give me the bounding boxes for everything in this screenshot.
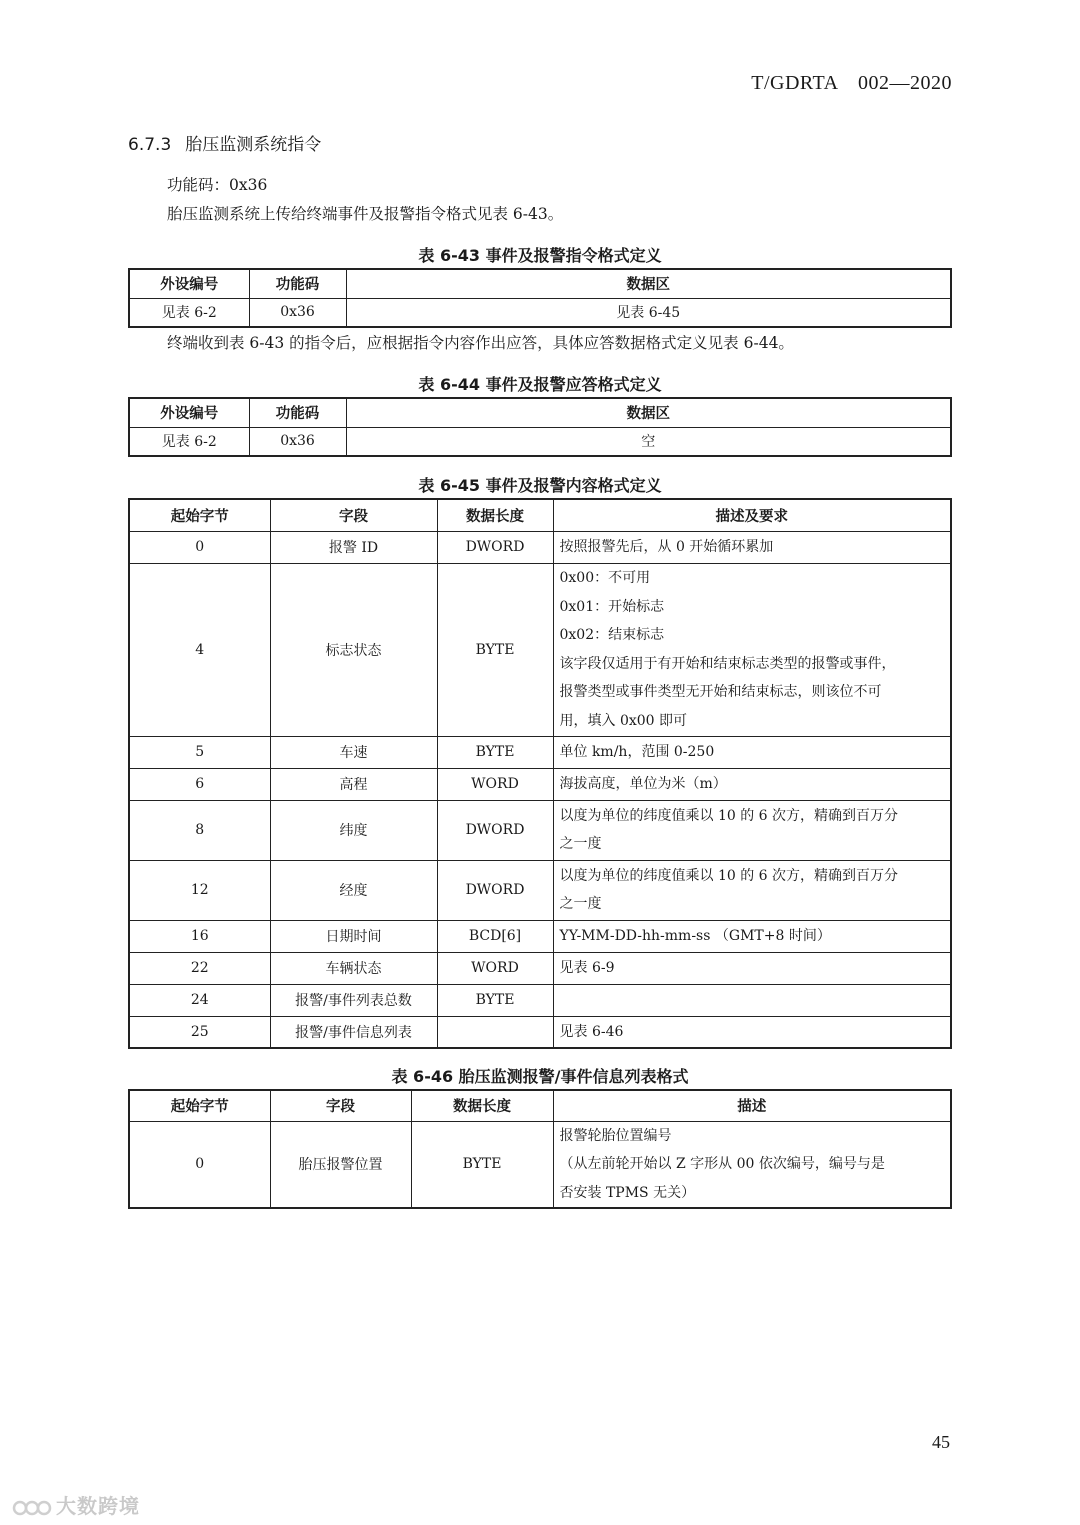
table-cell: 16	[129, 920, 270, 952]
table-cell: 报警/事件信息列表	[270, 1016, 437, 1048]
table-cell: 6	[129, 768, 270, 800]
section-heading	[128, 130, 321, 155]
description-cell	[553, 984, 951, 1016]
table-row	[129, 736, 951, 768]
table-row	[129, 984, 951, 1016]
table-cell: DWORD	[437, 860, 553, 920]
description-line: 按照报警先后，从 0 开始循环累加	[559, 538, 774, 555]
description-line: YY-MM-DD-hh-mm-ss （GMT+8 时间）	[559, 927, 831, 944]
table-header-cell: 描述	[553, 1090, 951, 1121]
table-cell: 0	[129, 531, 270, 563]
description-cell	[553, 563, 951, 736]
table-cell: BCD[6]	[437, 920, 553, 952]
table-header-cell: 描述及要求	[553, 499, 951, 531]
table-row	[129, 1121, 951, 1208]
table-row	[129, 563, 951, 736]
description-line: 以度为单位的纬度值乘以 10 的 6 次方，精确到百万分	[559, 867, 899, 884]
table-header-cell: 功能码	[249, 398, 346, 427]
table-cell: 经度	[270, 860, 437, 920]
table-6-44	[128, 397, 952, 457]
table-cell: 0x36	[249, 298, 346, 327]
table-cell: BYTE	[437, 563, 553, 736]
table-cell: 4	[129, 563, 270, 736]
description-cell	[553, 1121, 951, 1208]
description-cell	[553, 768, 951, 800]
table-header-cell: 数据长度	[437, 499, 553, 531]
table-header-cell: 功能码	[249, 269, 346, 298]
table-header-cell: 字段	[270, 499, 437, 531]
description-cell	[553, 800, 951, 860]
table-cell: 22	[129, 952, 270, 984]
table-row	[129, 920, 951, 952]
table-cell: 报警/事件列表总数	[270, 984, 437, 1016]
table-cell: 8	[129, 800, 270, 860]
table-cell: 胎压报警位置	[270, 1121, 411, 1208]
description-cell	[553, 920, 951, 952]
table-header-cell: 外设编号	[129, 398, 249, 427]
table-header-cell: 数据区	[346, 269, 951, 298]
table-header-cell: 外设编号	[129, 269, 249, 298]
table-cell: WORD	[437, 768, 553, 800]
description-line: 见表 6-9	[559, 959, 615, 976]
table-header-cell: 数据区	[346, 398, 951, 427]
table-cell: 5	[129, 736, 270, 768]
table-cell: 见表 6-45	[346, 298, 951, 327]
watermark-logo-icon	[12, 1498, 52, 1518]
description-line: 单位 km/h，范围 0-250	[559, 743, 715, 760]
table-row	[129, 531, 951, 563]
table-cell: 车速	[270, 736, 437, 768]
table-cell: BYTE	[437, 736, 553, 768]
table-row	[129, 860, 951, 920]
table-cell: 见表 6-2	[129, 427, 249, 456]
table-header-cell: 起始字节	[129, 1090, 270, 1121]
table-6-46-caption: 表 6-46 胎压监测报警/事件信息列表格式	[391, 1067, 689, 1086]
description-line: 否安装 TPMS 无关）	[559, 1184, 696, 1201]
table-row	[129, 427, 951, 456]
table-6-43-caption: 表 6-43 事件及报警指令格式定义	[418, 246, 662, 265]
description-line: 海拔高度，单位为米（m）	[559, 775, 727, 792]
table-6-45-caption: 表 6-45 事件及报警内容格式定义	[418, 476, 662, 495]
description-line: （从左前轮开始以 Z 字形从 00 依次编号，编号与是	[559, 1156, 885, 1172]
table-cell: DWORD	[437, 800, 553, 860]
table-cell: 见表 6-2	[129, 298, 249, 327]
table-cell: 纬度	[270, 800, 437, 860]
table-cell: 报警 ID	[270, 531, 437, 563]
table-cell: 日期时间	[270, 920, 437, 952]
description-line: 报警类型或事件类型无开始和结束标志，则该位不可	[559, 684, 882, 700]
description-cell	[553, 860, 951, 920]
table-row	[129, 952, 951, 984]
watermark	[12, 1490, 140, 1519]
description-line: 之一度	[559, 836, 602, 852]
table-header-cell: 数据长度	[411, 1090, 553, 1121]
table-row	[129, 298, 951, 327]
function-code-text: 功能码：0x36	[167, 176, 268, 194]
table-6-45	[128, 498, 952, 1049]
table-cell: WORD	[437, 952, 553, 984]
table-row	[129, 800, 951, 860]
description-line: 报警轮胎位置编号	[559, 1127, 672, 1144]
table-6-44-caption: 表 6-44 事件及报警应答格式定义	[418, 375, 662, 394]
description-cell	[553, 531, 951, 563]
table-cell: 0	[129, 1121, 270, 1208]
reply-paragraph: 终端收到表 6-43 的指令后，应根据指令内容作出应答，具体应答数据格式定义见表 6-44。	[167, 334, 794, 352]
description-cell	[553, 736, 951, 768]
description-line: 0x00：不可用	[559, 570, 651, 586]
table-cell: 24	[129, 984, 270, 1016]
table-6-43	[128, 268, 952, 328]
table-cell: BYTE	[437, 984, 553, 1016]
page-number: 45	[932, 1432, 950, 1452]
table-cell	[437, 1016, 553, 1048]
table-header-cell: 字段	[270, 1090, 411, 1121]
table-cell: 标志状态	[270, 563, 437, 736]
table-cell: 12	[129, 860, 270, 920]
intro-paragraph: 胎压监测系统上传给终端事件及报警指令格式见表 6-43。	[167, 205, 564, 223]
table-cell: DWORD	[437, 531, 553, 563]
table-row	[129, 768, 951, 800]
table-cell: 空	[346, 427, 951, 456]
description-line: 以度为单位的纬度值乘以 10 的 6 次方，精确到百万分	[559, 807, 899, 824]
table-cell: 25	[129, 1016, 270, 1048]
table-cell: 0x36	[249, 427, 346, 456]
watermark-text: 大数跨境	[56, 1494, 140, 1518]
description-line: 用，填入 0x00 即可	[559, 712, 688, 729]
table-6-46	[128, 1089, 952, 1209]
description-line: 该字段仅适用于有开始和结束标志类型的报警或事件，	[559, 655, 896, 672]
table-cell: BYTE	[411, 1121, 553, 1208]
description-line: 之一度	[559, 896, 602, 912]
description-line: 见表 6-46	[559, 1023, 624, 1040]
table-header-cell: 起始字节	[129, 499, 270, 531]
section-number: 6.7.3	[128, 135, 172, 155]
table-row	[129, 1016, 951, 1048]
document-code: T/GDRTA 002—2020	[751, 72, 952, 94]
description-line: 0x01：开始标志	[559, 598, 665, 615]
table-cell: 车辆状态	[270, 952, 437, 984]
description-line: 0x02：结束标志	[559, 627, 665, 643]
section-title: 胎压监测系统指令	[185, 135, 322, 155]
description-cell	[553, 1016, 951, 1048]
table-cell: 高程	[270, 768, 437, 800]
description-cell	[553, 952, 951, 984]
